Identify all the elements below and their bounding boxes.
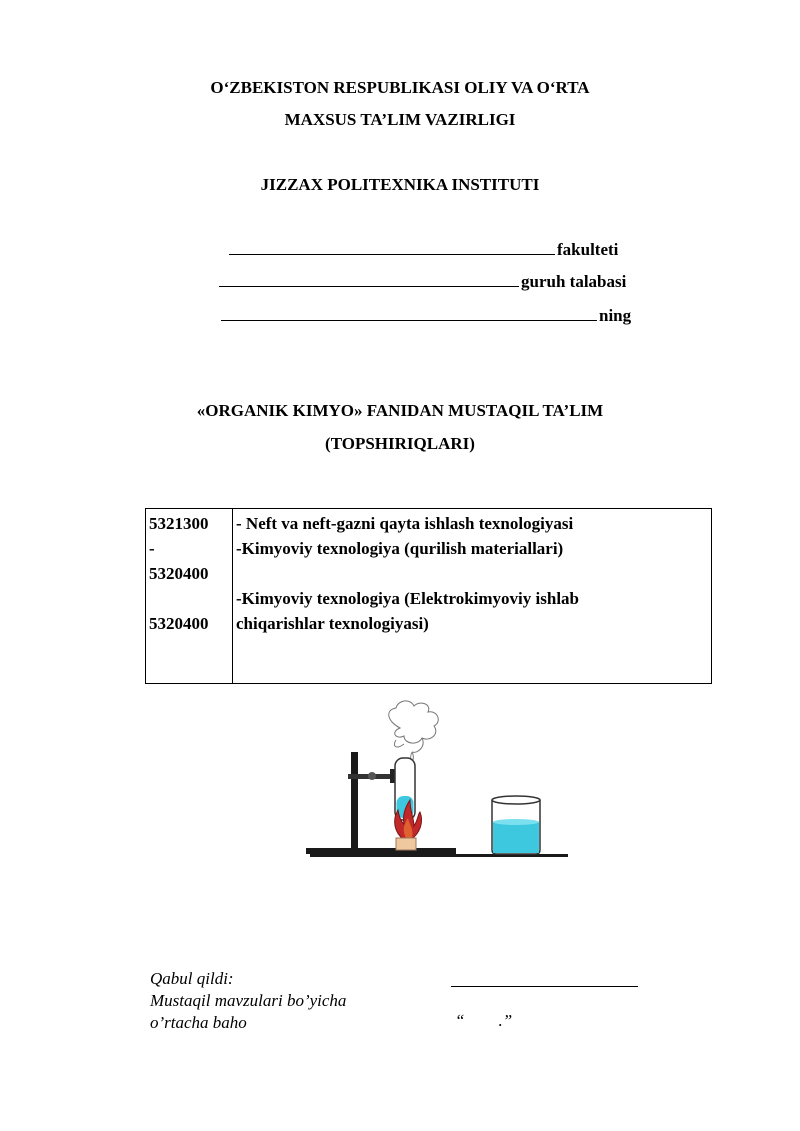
student-name-suffix: ning bbox=[599, 306, 632, 325]
student-name-blank bbox=[221, 308, 597, 321]
beaker-liquid-surface bbox=[493, 819, 539, 825]
lab-apparatus-icon bbox=[300, 700, 580, 865]
faculty-blank bbox=[229, 242, 555, 255]
group-label: guruh talabasi bbox=[521, 272, 627, 291]
ministry-line-2: MAXSUS TA’LIM VAZIRLIGI bbox=[284, 110, 516, 129]
grade-quote: “ .” bbox=[455, 1011, 513, 1030]
specialty-name: -Kimyoviy texnologiya (Elektrokimyoviy ishlab bbox=[236, 589, 580, 608]
faculty-label: fakulteti bbox=[557, 240, 619, 259]
group-line bbox=[219, 272, 626, 292]
specialty-name: -Kimyoviy texnologiya (qurilish materiallari) bbox=[236, 539, 564, 558]
grade-label-line1: Mustaqil mavzulari bo’yicha bbox=[150, 991, 347, 1010]
specialty-name bbox=[236, 561, 708, 586]
clamp-screw bbox=[368, 772, 376, 780]
document-title: «ORGANIK KIMYO» FANIDAN MUSTAQIL TA’LIM bbox=[196, 401, 604, 420]
specialty-code: - bbox=[149, 539, 155, 558]
specialty-name: chiqarishlar texnologiyasi) bbox=[236, 614, 429, 633]
document-subtitle: (TOPSHIRIQLARI) bbox=[325, 434, 475, 453]
faculty-line bbox=[229, 240, 618, 260]
specialty-code bbox=[149, 586, 229, 611]
beaker-liquid bbox=[493, 822, 539, 853]
specialty-code: 5320400 bbox=[149, 614, 209, 633]
signature-line bbox=[451, 986, 638, 987]
accepted-label: Qabul qildi: bbox=[150, 969, 234, 988]
specialty-code: 5321300 bbox=[149, 514, 209, 533]
group-blank bbox=[219, 274, 519, 287]
burner bbox=[396, 838, 416, 850]
specialty-code: 5320400 bbox=[149, 564, 209, 583]
specialty-name: - Neft va neft-gazni qayta ishlash texnologiyasi bbox=[236, 514, 574, 533]
specialty-names-cell bbox=[233, 509, 712, 684]
stand-base bbox=[306, 848, 456, 854]
smoke-cloud bbox=[389, 701, 439, 764]
specialties-table bbox=[145, 508, 712, 684]
institute-name: JIZZAX POLITEXNIKA INSTITUTI bbox=[260, 175, 540, 194]
ministry-line-1: O‘ZBEKISTON RESPUBLIKASI OLIY VA O‘RTA bbox=[210, 78, 590, 97]
stand-rod bbox=[351, 752, 358, 850]
student-name-line bbox=[221, 306, 631, 326]
grade-label-line2: o’rtacha baho bbox=[150, 1013, 247, 1032]
specialty-codes-cell bbox=[146, 509, 233, 684]
